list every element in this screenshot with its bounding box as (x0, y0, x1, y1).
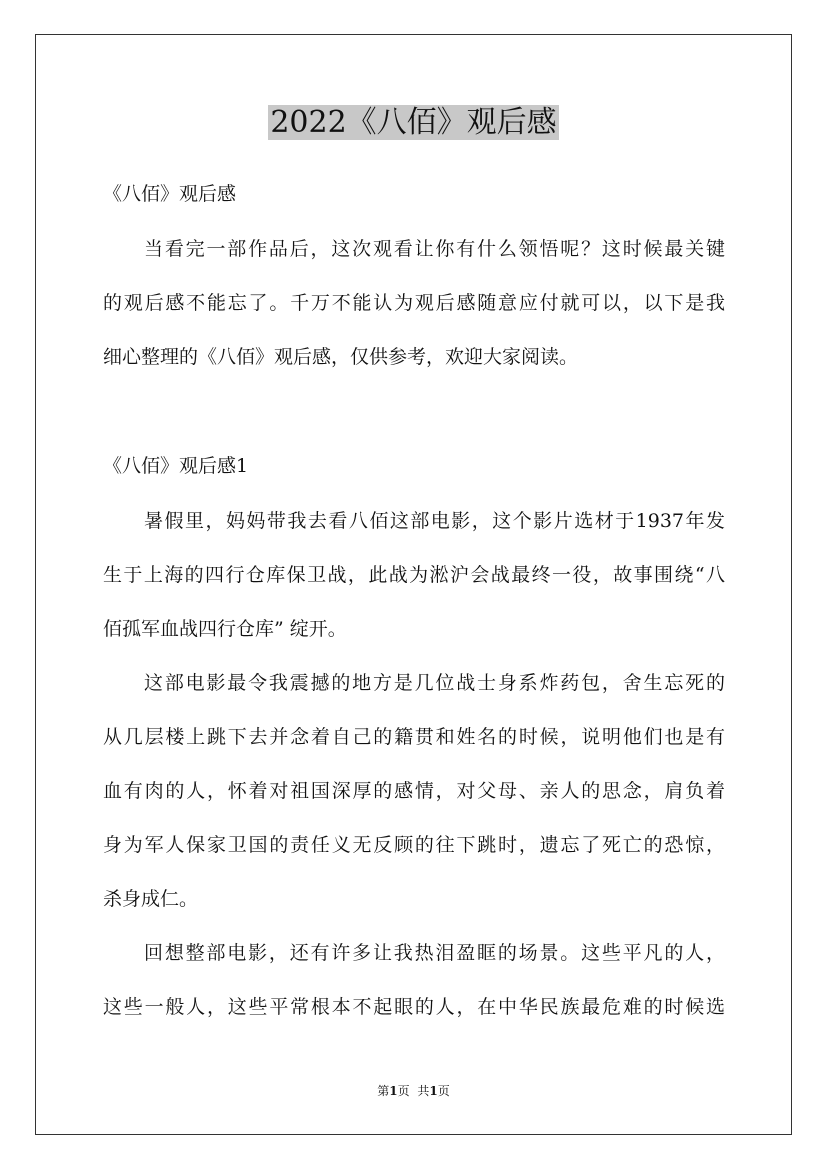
footer-page-unit: 页 (397, 1084, 410, 1098)
footer-total-number: 1 (429, 1084, 438, 1098)
paragraph-line: 生于上海的四行仓库保卫战，此战为淞沪会战最终一役，故事围绕“八 (103, 564, 725, 586)
paragraph-line: 回想整部电影，还有许多让我热泪盈眶的场景。这些平凡的人， (144, 942, 725, 964)
intro-line: 的观后感不能忘了。千万不能认为观后感随意应付就可以，以下是我 (103, 292, 725, 314)
paragraph-line: 血有肉的人，怀着对祖国深厚的感情，对父母、亲人的思念，肩负着 (103, 780, 725, 802)
footer-total-unit: 页 (437, 1084, 450, 1098)
footer-page-label: 第 (377, 1084, 390, 1098)
footer-total-label: 共 (417, 1084, 430, 1098)
document-title (0, 103, 827, 143)
section-heading: 《八佰》观后感1 (103, 455, 249, 477)
paragraph-line: 这部电影最令我震撼的地方是几位战士身系炸药包，舍生忘死的 (144, 672, 725, 694)
paragraph-line: 杀身成仁。 (103, 888, 199, 910)
paragraph-line: 暑假里，妈妈带我去看八佰这部电影，这个影片选材于1937年发 (144, 510, 725, 532)
intro-heading: 《八佰》观后感 (103, 183, 237, 205)
paragraph-line: 佰孤军血战四行仓库” 绽开。 (103, 618, 347, 640)
paragraph-line: 身为军人保家卫国的责任义无反顾的往下跳时，遗忘了死亡的恐惊， (103, 834, 725, 856)
intro-line: 细心整理的《八佰》观后感，仅供参考，欢迎大家阅读。 (103, 346, 579, 368)
paragraph-line: 这些一般人，这些平常根本不起眼的人，在中华民族最危难的时候选 (103, 996, 725, 1018)
footer-page-number: 1 (389, 1084, 398, 1098)
title-text: 2022《八佰》观后感 (270, 105, 557, 140)
intro-line: 当看完一部作品后，这次观看让你有什么领悟呢？这时候最关键 (144, 238, 725, 260)
paragraph-line: 从几层楼上跳下去并念着自己的籍贯和姓名的时候，说明他们也是有 (103, 726, 725, 748)
page-footer (0, 1083, 827, 1099)
